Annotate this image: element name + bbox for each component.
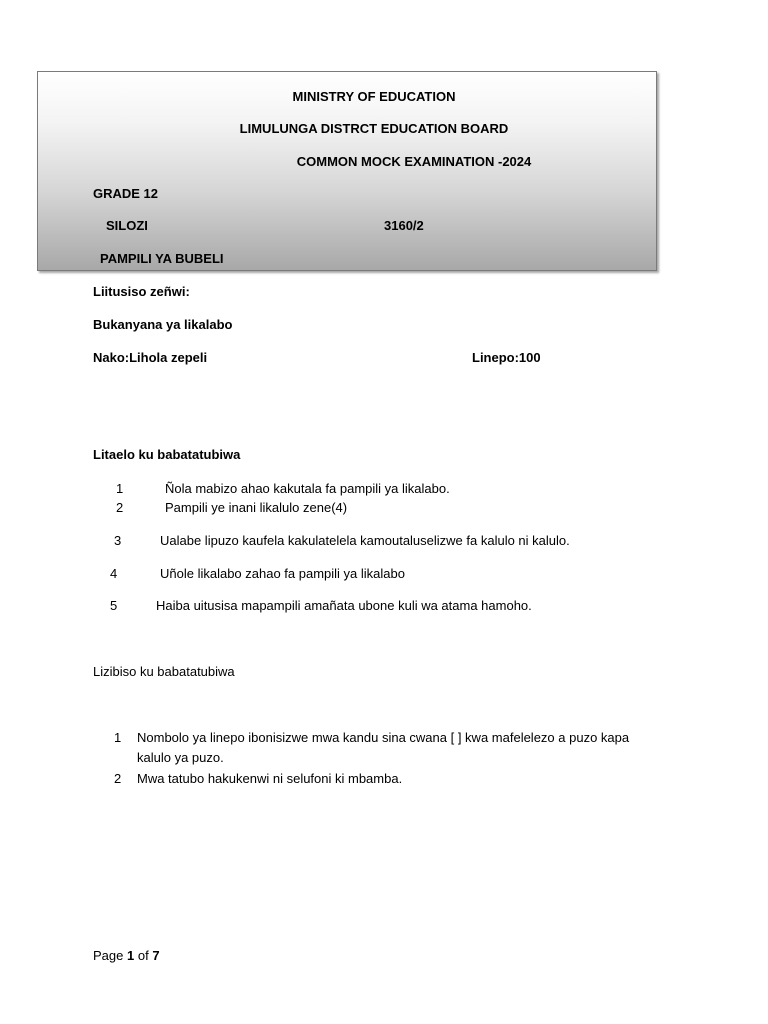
paper-name: PAMPILI YA BUBELI xyxy=(100,251,224,266)
page-total: 7 xyxy=(152,948,160,963)
time-allowed: Nako:Lihola zepeli xyxy=(93,350,208,365)
instruction-text: Pampili ye inani likalulo zene(4) xyxy=(165,500,348,515)
information-number: 1 xyxy=(114,730,122,745)
instruction-text: Haiba uitusisa mapampili amañata ubone kuli wa atama hamoho. xyxy=(156,598,532,613)
total-marks: Linepo:100 xyxy=(472,350,541,365)
instruction-number: 2 xyxy=(116,500,124,515)
paper-code: 3160/2 xyxy=(384,218,424,233)
instruction-number: 3 xyxy=(114,533,122,548)
information-number: 2 xyxy=(114,771,122,786)
board-title: LIMULUNGA DISTRCT EDUCATION BOARD xyxy=(239,121,509,136)
ministry-title: MINISTRY OF EDUCATION xyxy=(292,89,456,104)
instruction-text: Ñola mabizo ahao kakutala fa pampili ya likalabo. xyxy=(165,481,450,496)
page-number: 1 xyxy=(127,948,135,963)
exam-title: COMMON MOCK EXAMINATION -2024 xyxy=(296,154,532,169)
materials-item: Bukanyana ya likalabo xyxy=(93,317,233,332)
information-text: Mwa tatubo hakukenwi ni selufoni ki mbamba. xyxy=(137,771,403,786)
subject-label: SILOZI xyxy=(106,218,148,233)
information-text-continued: kalulo ya puzo. xyxy=(137,750,224,765)
page-footer xyxy=(93,948,160,963)
materials-label: Liitusiso zeñwi: xyxy=(93,284,190,299)
instructions-heading: Litaelo ku babatatubiwa xyxy=(93,447,241,462)
page-of: of xyxy=(137,948,149,963)
instruction-text: Uñole likalabo zahao fa pampili ya likalabo xyxy=(160,566,405,581)
page-prefix: Page xyxy=(93,948,124,963)
instruction-number: 1 xyxy=(116,481,124,496)
instruction-number: 5 xyxy=(110,598,118,613)
grade-label: GRADE 12 xyxy=(93,186,159,201)
instruction-text: Ualabe lipuzo kaufela kakulatelela kamoutaluselizwe fa kalulo ni kalulo. xyxy=(160,533,570,548)
instruction-number: 4 xyxy=(110,566,118,581)
information-text: Nombolo ya linepo ibonisizwe mwa kandu sina cwana [ ] kwa mafelelezo a puzo kapa xyxy=(137,730,630,745)
information-heading: Lizibiso ku babatatubiwa xyxy=(93,664,235,679)
